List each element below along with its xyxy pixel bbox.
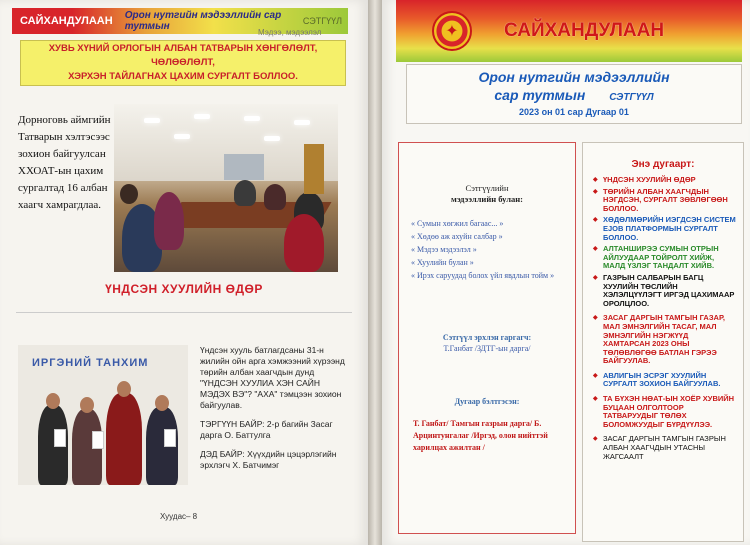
contents-item: ◆ АЛТАНШИРЭЭ СУМЫН ОТРЫН АЙЛУУДААР ТОЙРОЛТ ХИЙЖ, МАЛД ҮЗЛЭГ ТАНДАЛТ ХИЙВ.	[593, 245, 737, 271]
contents-item: ◆ АВЛИГЫН ЭСРЭГ ХУУЛИЙН СУРГАЛТ ЗОХИОН БАЙГУУЛАВ.	[593, 372, 737, 389]
list-item: « Мэдээ мэдээлэл »	[411, 245, 477, 254]
title-line-2	[407, 87, 741, 103]
article-banner	[20, 40, 346, 86]
article-intro: Дорноговь аймгийн Татварын хэлтэсээс зохион байгуулсан ХХОАТ-ын цахим сургалтад 16 албан хаагч хамрагдлаа.	[18, 114, 111, 211]
left-header-issue: СЭТГҮҮЛ	[302, 16, 342, 26]
training-photo	[114, 104, 338, 272]
right-header-brand: САЙХАНДУЛААН	[504, 20, 665, 41]
editors-info	[399, 396, 575, 454]
magazine-title-box	[406, 64, 742, 124]
contents-box	[582, 142, 744, 542]
book-gutter	[368, 0, 382, 545]
contents-heading: Энэ дугаарт:	[631, 159, 695, 170]
contents-item: ◆ ГАЗРЫН САЛБАРЫН БАГЦ ХУУЛИЙН ТӨСЛИЙН ХЭЛЭЛЦҮҮЛЭГТ ИРГЭД ЦАХИМААР ОРОЛЦЛОО.	[593, 274, 737, 308]
contents-item: ◆ ТӨРИЙН АЛБАН ХААГЧДЫН НЭГДСЭН, СУРГАЛТ ЗӨВЛӨГӨӨН БОЛЛОО.	[593, 188, 737, 214]
sections-heading-line-2: мэдээллийн булан:	[451, 194, 523, 204]
issue-info: 2023 он 01 сар Дугаар 01	[519, 107, 629, 117]
civic-hall-sign: ИРГЭНИЙ ТАНХИМ	[32, 357, 149, 369]
contents-item: ◆ ЗАСАГ ДАРГЫН ТАМГЫН ГАЗРЫН АЛБАН ХААГЧДЫН УТАСНЫ ЖАГСААЛТ	[593, 435, 737, 461]
body-paragraph-1: Үндсэн хууль батлагдсаны 31-н жилийн ойн арга хэмжээний хүрээнд төрийн албан хаагчдын дунд "ҮНДСЭН ХУУЛИА ХЭН САЙН МЭДЭХ ВЭ"? "АХА" тэмцээн зохион байгуулав.	[200, 345, 345, 410]
list-item: « Хуулийн булан »	[411, 258, 474, 267]
publisher-name: Т.Ганбат /ЗДТГ-ын дарга/	[443, 344, 531, 353]
right-header	[396, 0, 742, 62]
left-header-section: Мэдээ, мэдээлэл	[258, 28, 322, 37]
publisher-label: Сэтгүүл эрхлэн гаргагч:	[442, 333, 532, 342]
contents-item: ◆ ЗАСАГ ДАРГЫН ТАМГЫН ГАЗАР, МАЛ ЭМНЭЛГИЙН ТАСАГ, МАЛ ЭМНЭЛГИЙН НЭГЖҮҮД ХАМТАРСАН 2023 ОНЫ ТӨЛӨВЛӨГӨӨ БАТЛАН ГЭРЭЭ БАЙГУУЛАВ.	[593, 314, 737, 366]
body-paragraph-3: ДЭД БАЙР: Хүүхдийн цэцэрлэгийн эрхлэгч Х. Батчимэг	[200, 449, 337, 470]
list-item: « Хөдөө аж ахуйн салбар »	[411, 232, 503, 241]
title-line-2-text: сар тутмын	[494, 87, 586, 103]
info-box	[398, 142, 576, 534]
page-number: Хуудас– 8	[160, 512, 198, 521]
title-line-2-tail: СЭТГҮҮЛ	[609, 92, 654, 103]
editors-label: Дугаар бэлтгэсэн:	[454, 397, 520, 406]
section-divider	[16, 312, 352, 313]
left-header-brand: САЙХАНДУЛААН	[20, 15, 113, 27]
contents-list	[583, 176, 743, 461]
civic-hall-photo	[18, 345, 188, 485]
list-item: « Ирэх саруудад болох үйл явдлын тойм »	[411, 271, 555, 280]
sections-heading	[399, 183, 575, 205]
body-paragraph-2: ТЭРГҮҮН БАЙР: 2-р багийн Засаг дарга О. Баттулга	[200, 419, 333, 440]
contents-item: ◆ ҮНДСЭН ХУУЛИЙН ӨДӨР	[593, 176, 737, 185]
publisher-info	[399, 332, 575, 354]
banner-line-1: ХУВЬ ХҮНИЙ ОРЛОГЫН АЛБАН ТАТВАРЫН ХӨНГӨЛӨЛТ, ЧӨЛӨӨЛӨЛТ,	[48, 43, 318, 68]
soum-logo-icon: ✦	[432, 11, 472, 51]
constitution-day-body	[200, 345, 348, 479]
section-title-constitution-day: ҮНДСЭН ХУУЛИЙН ӨДӨР	[105, 282, 263, 296]
editors-names: Т. Ганбат/ Тамгын газрын дарга/ Б. Арцинтунгалаг /Иргэд, олон нийттэй харилцах ажилтан /	[413, 419, 548, 452]
sections-list	[411, 217, 575, 282]
list-item: « Сумын хөгжил багаас... »	[411, 219, 504, 228]
banner-line-2: ХЭРХЭН ТАЙЛАГНАХ ЦАХИМ СУРГАЛТ БОЛЛОО.	[68, 71, 298, 82]
sections-heading-line-1: Сэтгүүлийн	[465, 183, 509, 193]
contents-item: ◆ ТА БҮХЭН НӨАТ-ЫН ХОЁР ХУВИЙН БУЦААН ОЛГОЛТООР ТАТВАРУУДЫГ ТӨЛӨХ БОЛОМЖУУДЫГ БҮРДҮҮЛЭЭ.	[593, 395, 737, 429]
left-header-subtitle: Орон нутгийн мэдээллийн сар тутмын	[124, 10, 282, 32]
contents-item: ◆ ХӨДӨЛМӨРИЙН ИЭГДСЭН СИСТЕМ EJOB ПЛАТФОРМЫН СУРГАЛТ БОЛЛОО.	[593, 216, 737, 242]
title-line-1: Орон нутгийн мэдээллийн	[478, 69, 670, 85]
